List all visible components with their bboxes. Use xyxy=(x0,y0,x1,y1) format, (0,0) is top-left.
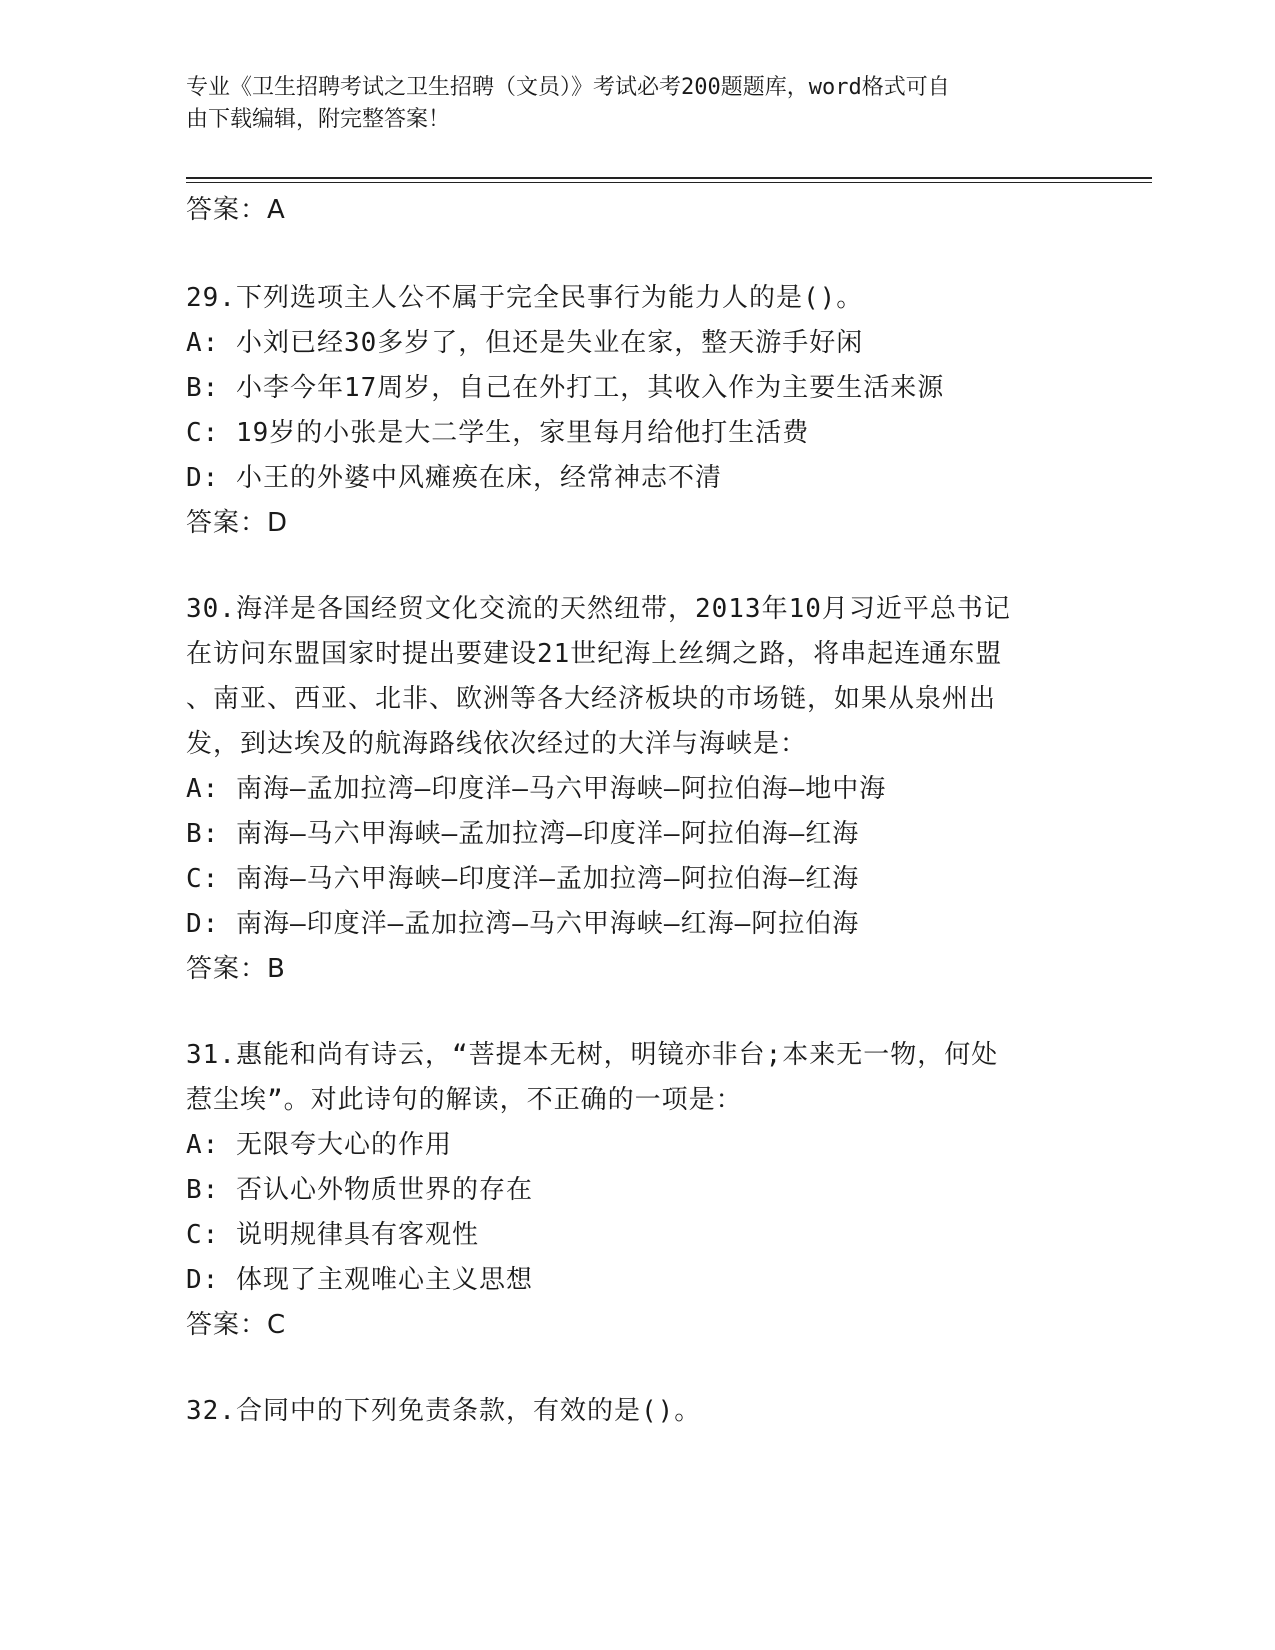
option-a: A: 无限夸大心的作用 xyxy=(186,1130,452,1160)
document-header xyxy=(186,72,1066,136)
question-31 xyxy=(186,1033,1086,1348)
option-a: A: 南海—孟加拉湾—印度洋—马六甲海峡—阿拉伯海—地中海 xyxy=(186,774,887,804)
option-d: D: 南海—印度洋—孟加拉湾—马六甲海峡—红海—阿拉伯海 xyxy=(186,909,860,939)
question-stem: 29.下列选项主人公不属于完全民事行为能力人的是()。 xyxy=(186,283,864,313)
question-content xyxy=(186,188,1086,1434)
question-stem-line-1: 30.海洋是各国经贸文化交流的天然纽带，2013年10月习近平总书记 xyxy=(186,594,1011,624)
question-29 xyxy=(186,276,1086,546)
option-c: C: 19岁的小张是大二学生，家里每月给他打生活费 xyxy=(186,418,810,448)
option-b: B: 小李今年17周岁，自己在外打工，其收入作为主要生活来源 xyxy=(186,373,945,403)
option-d: D: 小王的外婆中风瘫痪在床，经常神志不清 xyxy=(186,463,722,493)
question-30 xyxy=(186,587,1086,992)
answer-q29: 答案：D xyxy=(186,508,289,538)
spacer xyxy=(186,546,1086,587)
spacer xyxy=(186,233,1086,276)
question-stem-line-1: 31.惠能和尚有诗云，“菩提本无树，明镜亦非台;本来无一物，何处 xyxy=(186,1040,999,1070)
question-stem: 32.合同中的下列免责条款，有效的是()。 xyxy=(186,1396,702,1426)
answer-q28: 答案：A xyxy=(186,195,286,225)
answer-q31: 答案：C xyxy=(186,1310,287,1340)
spacer xyxy=(186,1348,1086,1389)
question-stem-line-4: 发，到达埃及的航海路线依次经过的大洋与海峡是： xyxy=(186,729,808,759)
question-stem-line-3: 、南亚、西亚、北非、欧洲等各大经济板块的市场链，如果从泉州出 xyxy=(186,684,997,714)
option-b: B: 否认心外物质世界的存在 xyxy=(186,1175,533,1205)
option-a: A: 小刘已经30多岁了，但还是失业在家，整天游手好闲 xyxy=(186,328,864,358)
header-rule-thin xyxy=(186,182,1152,183)
option-d: D: 体现了主观唯心主义思想 xyxy=(186,1265,533,1295)
option-b: B: 南海—马六甲海峡—孟加拉湾—印度洋—阿拉伯海—红海 xyxy=(186,819,860,849)
question-32 xyxy=(186,1389,1086,1434)
header-rule-thick xyxy=(186,177,1152,179)
option-c: C: 南海—马六甲海峡—印度洋—孟加拉湾—阿拉伯海—红海 xyxy=(186,864,860,894)
question-stem-line-2: 在访问东盟国家时提出要建设21世纪海上丝绸之路，将串起连通东盟 xyxy=(186,639,1003,669)
header-line-2: 由下载编辑，附完整答案！ xyxy=(186,107,451,132)
question-stem-line-2: 惹尘埃”。对此诗句的解读，不正确的一项是： xyxy=(186,1085,743,1115)
answer-q30: 答案：B xyxy=(186,954,286,984)
header-line-1: 专业《卫生招聘考试之卫生招聘（文员）》考试必考200题题库，word格式可自 xyxy=(186,75,950,100)
option-c: C: 说明规律具有客观性 xyxy=(186,1220,479,1250)
spacer xyxy=(186,992,1086,1033)
